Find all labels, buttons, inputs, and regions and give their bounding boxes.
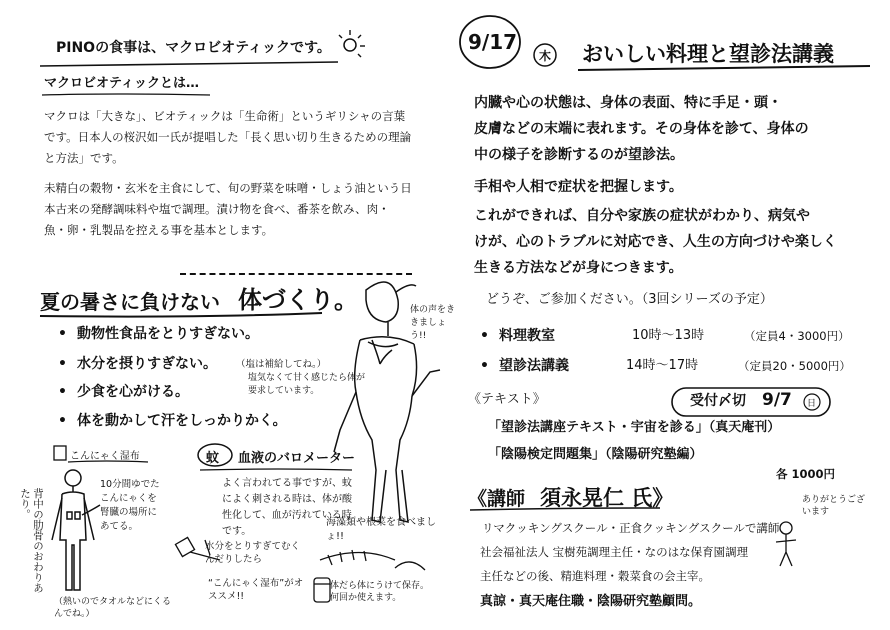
konnyaku-desc: 10分間ゆでたこんにゃくを腎臓の場所にあてる。	[100, 479, 160, 532]
macro-paragraph-2: 未精白の穀物・玄米を主食にして、旬の野菜を味噌・しょう油という日本古来の発酵調味料や塩で調理。漬け物を食べ、番茶を飲み、肉・魚・卵・乳製品を控える事を基本とします。	[44, 181, 412, 237]
intro-line-3: 中の様子を診断するのが望診法。	[474, 147, 684, 163]
invite-line: どうぞ、ご参加ください。（3回シリーズの予定）	[486, 292, 773, 307]
bullet-item-2: • 水分を摂りすぎない。	[58, 353, 217, 373]
thanks-note: ありがとうございます	[802, 495, 866, 517]
text-item-1: 「望診法講座テキスト・宇宙を診る」（真天庵刊）	[488, 420, 781, 435]
intro-line-1: 内臓や心の状態は、身体の表面、特に手足・頭・	[474, 95, 782, 111]
body-note: 体だら体にうけて保存。何回か使えます。	[330, 581, 430, 603]
schedule-detail-2: （定員20・5000円）	[738, 359, 851, 373]
konnyaku-icon	[54, 446, 66, 460]
bio-line-2: 社会福祉法人 宝樹苑調理主任・なのはな保育園調理	[480, 545, 749, 559]
bullet-item-4: • 体を動かして汗をしっかりかく。	[58, 410, 287, 430]
schedule-time-1: 10時～13時	[632, 328, 705, 343]
bullet-item-1: • 動物性食品をとりすぎない。	[58, 323, 259, 343]
seaweed-note: 海藻類や根菜を食べましょ!!	[326, 517, 436, 542]
macro-paragraph-1: マクロは「大きな」、ビオティックは「生命術」というギリシャの言葉です。日本人の桜沢如一氏が提唱した「長く思い切り生きるための理論と方法」です。	[44, 109, 412, 165]
deadline-weekday: 日	[807, 399, 817, 409]
mosquito-badge: 蚊	[206, 451, 220, 466]
deadline-label: 受付〆切	[690, 393, 746, 409]
schedule-name-2: • 望診法講義	[480, 355, 569, 375]
teacher-title: 《講師	[468, 488, 526, 510]
text-price: 各 1000円	[776, 467, 836, 481]
water-note: 水分をとりすぎてむくんだりしたら	[205, 541, 301, 565]
mosquito-desc: よく言われてる事ですが、蚊によく刺される時は、体が酸性化して、血が汚れている時です。	[222, 478, 352, 537]
event-date: 9/17	[468, 30, 518, 54]
sun-icon	[339, 30, 365, 57]
intro-line-2: 皮膚などの末端に表れます。その身体を診て、身体の	[474, 121, 809, 137]
konnyaku-label: こんにゃく湿布	[70, 451, 140, 462]
side-vertical-note: 背中の肋骨のおわりあたり。	[19, 488, 44, 593]
page-header-left: PINOの食事は、マクロビオティックです。	[56, 40, 331, 56]
summer-title-b: 体づくり。	[238, 286, 358, 314]
towel-note: （熱いのでタオルなどにくるんでね。）	[54, 597, 172, 619]
macro-title: マクロビオティックとは…	[44, 76, 199, 91]
teacher-name: 須永晃仁 氏》	[540, 486, 674, 510]
konnyaku-body-illustration	[52, 470, 100, 590]
jar-icon	[314, 578, 330, 602]
schedule-name-1: • 料理教室	[480, 325, 555, 345]
event-weekday: 木	[539, 49, 552, 63]
schedule-detail-1: （定員4・3000円）	[744, 329, 850, 343]
schedule-time-2: 14時～17時	[626, 358, 699, 373]
intro-line-4: 手相や人相で症状を把握します。	[474, 179, 683, 195]
mosquito-title: 血液のバロメーター	[238, 451, 356, 466]
intro-line-6: けが、心のトラブルに対応でき、人生の方向づけや楽しく	[474, 234, 837, 250]
bullet-item-3: • 少食を心がける。	[58, 381, 189, 401]
bio-line-3: 主任などの後、精進料理・穀菜食の会主宰。	[480, 569, 710, 583]
text-item-2: 「陰陽検定問題集」（陰陽研究塾編）	[488, 447, 703, 462]
osusume-note: “こんにゃく湿布”がオススメ!!	[208, 578, 304, 602]
bullet-note: （塩は補給してね。）	[236, 359, 327, 370]
salt-note: 塩気なくて甘く感じたら体が要求しています。	[248, 373, 366, 396]
summer-title-a: 夏の暑さに負けない	[40, 290, 220, 314]
seaweed-illustration	[320, 550, 425, 570]
bio-line-1: リマクッキングスクール・正食クッキングスクールで講師、	[482, 521, 791, 535]
deadline-date: 9/7	[762, 390, 792, 410]
figure-speech: 体の声をききましょう!!	[410, 305, 456, 341]
text-header: 《テキスト》	[468, 392, 546, 407]
intro-line-5: これができれば、自分や家族の症状がわかり、病気や	[474, 208, 810, 224]
bio-line-4: 真諒・真天庵住職・陰陽研究塾顧問。	[480, 594, 702, 609]
intro-line-7: 生きる方法などが身につきます。	[474, 260, 683, 276]
dashed-divider	[180, 273, 412, 275]
event-title: おいしい料理と望診法講義	[582, 42, 834, 66]
